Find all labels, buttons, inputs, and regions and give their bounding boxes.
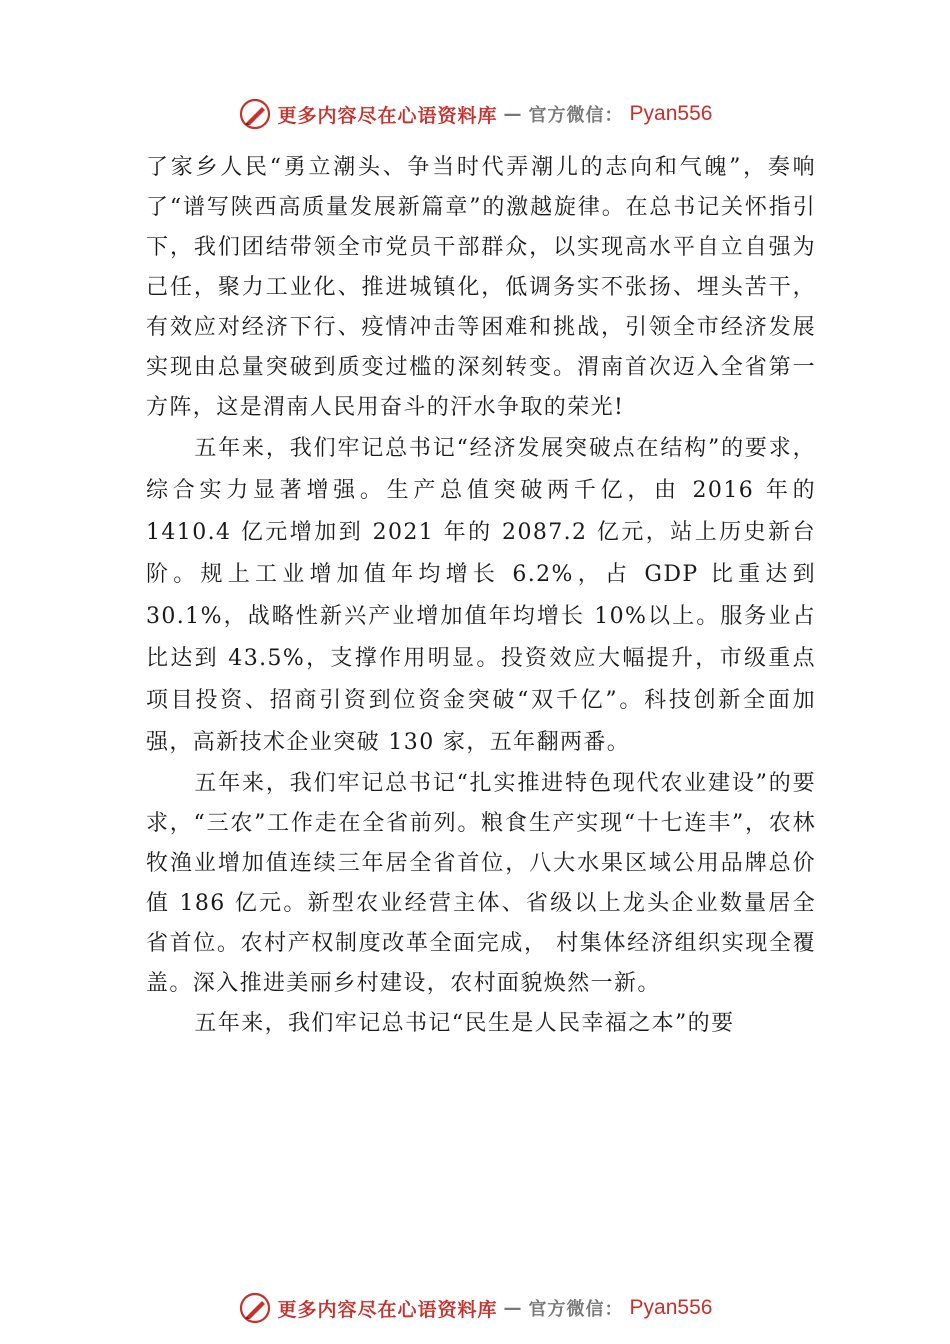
paragraph-continuation: 了家乡人民“勇立潮头、争当时代弄潮儿的志向和气魄”，奏响了“谱写陕西高质量发展新篇章”的激越旋律。在总书记关怀指引下，我们团结带领全市党员干部群众，以实现高水平自立自强为己任，聚力工业化、推进城镇化，低调务实不张扬、埋头苦干，有效应对经济下行、疫情冲击等困难和挑战，引领全市经济发展实现由总量突破到质变过槛的深刻转变。渭南首次迈入全省第一方阵，这是渭南人民用奋斗的汗水争取的荣光! xyxy=(146,155,816,420)
paragraph-economy: 五年来，我们牢记总书记“经济发展突破点在结构”的要求，综合实力显著增强。生产总值突破两千亿，由 2016 年的 1410.4 亿元增加到 2021 年的 2087.2 亿元，站上历史新台阶。规上工业增加值年均增长 6.2%，占 GDP 比重达到 30.1%，战略性新兴产业增加值年均增长 10%以上。服务业占比达到 43.5%，支撑作用明显。投资效应大幅提升，市级重点项目投资、招商引资到位资金突破“双千亿”。科技创新全面加强，高新技术企业突破 130 家，五年翻两番。 xyxy=(146,436,816,755)
paragraph-livelihood: 五年来，我们牢记总书记“民生是人民幸福之本”的要 xyxy=(194,1011,735,1036)
pen-logo-icon xyxy=(238,1291,272,1325)
watermark-official-label: 官方微信： xyxy=(528,105,624,126)
watermark-wechat-id: Pyan556 xyxy=(629,102,713,125)
watermark-brand: 更多内容尽在心语资料库 xyxy=(277,104,498,127)
document-body xyxy=(146,148,816,1044)
footer-watermark xyxy=(0,1288,950,1328)
watermark-separator: — xyxy=(503,1297,523,1319)
watermark-brand: 更多内容尽在心语资料库 xyxy=(277,1298,498,1321)
watermark-wechat-id: Pyan556 xyxy=(629,1296,713,1319)
watermark-separator: — xyxy=(503,103,523,125)
pen-logo-icon xyxy=(238,97,272,131)
header-watermark xyxy=(0,94,950,134)
watermark-official-label: 官方微信： xyxy=(528,1299,624,1320)
paragraph-agriculture: 五年来，我们牢记总书记“扎实推进特色现代农业建设”的要求，“三农”工作走在全省前列。粮食生产实现“十七连丰”，农林牧渔业增加值连续三年居全省首位，八大水果区域公用品牌总价值 186 亿元。新型农业经营主体、省级以上龙头企业数量居全省首位。农村产权制度改革全面完成， 村集体经济组织实现全覆盖。深入推进美丽乡村建设，农村面貌焕然一新。 xyxy=(146,771,816,996)
